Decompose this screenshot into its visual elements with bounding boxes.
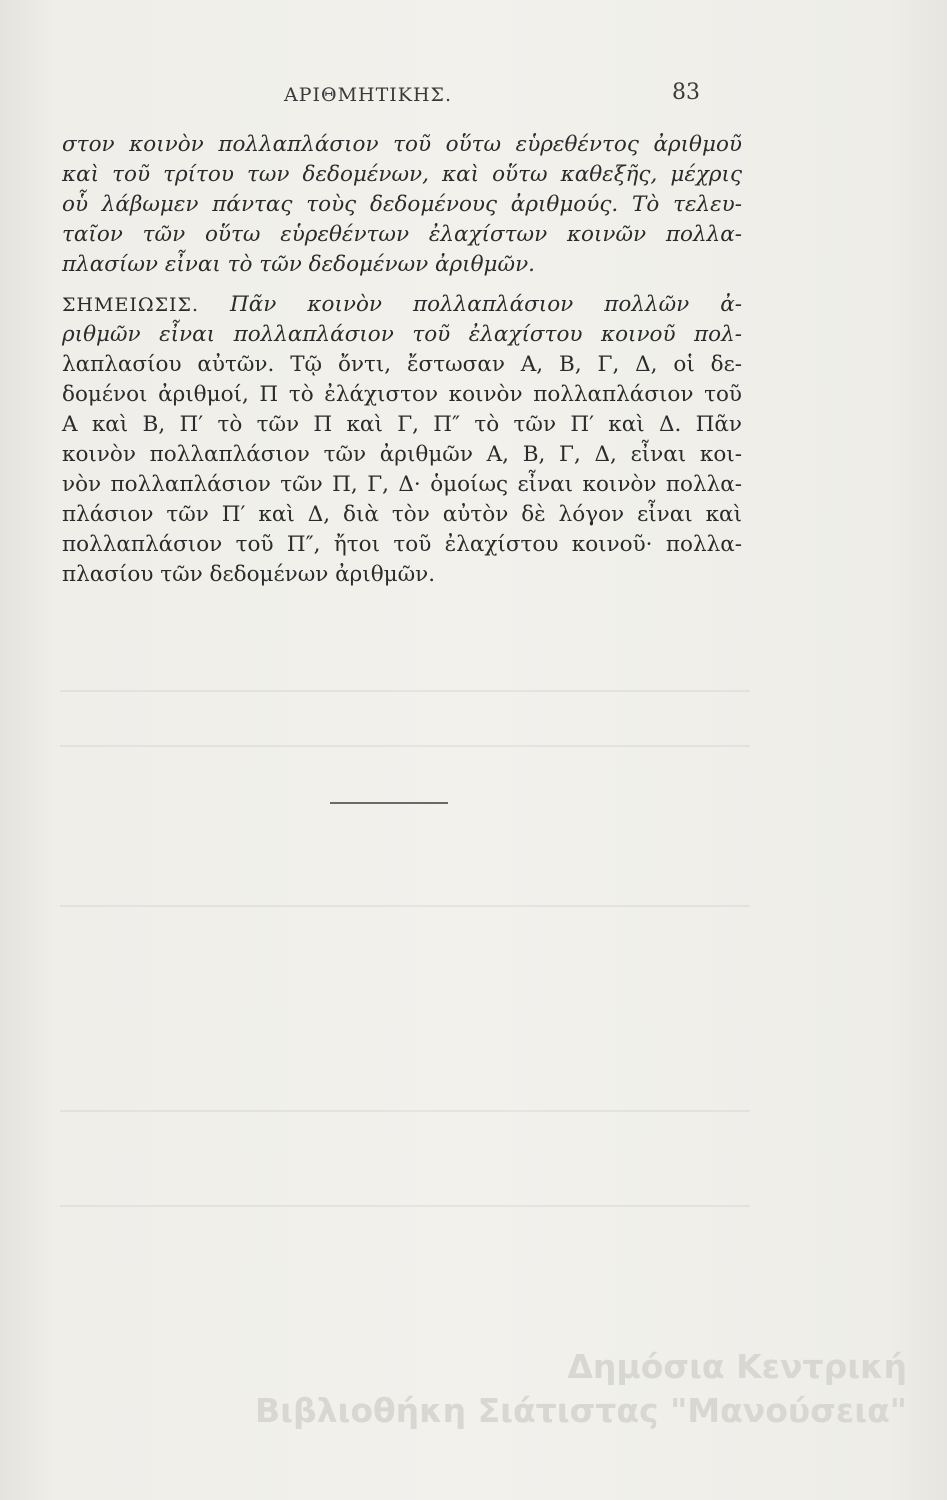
note-line: νὸν πολλαπλάσιον τῶν Π, Γ, Δ· ὁμοίως εἶναι κοινὸν πολλα- bbox=[62, 472, 742, 497]
library-watermark bbox=[255, 1345, 907, 1433]
text-line: στον κοινὸν πολλαπλάσιον τοῦ οὕτω εὑρεθέντος ἀριθμοῦ bbox=[62, 132, 742, 157]
note-first-line bbox=[62, 290, 742, 320]
running-title: ΑΡΙΘΜΗΤΙΚΗΣ. bbox=[284, 84, 453, 106]
note-first-text: Πᾶν κοινὸν πολλαπλάσιον πολλῶν ἀ- bbox=[230, 292, 742, 317]
note-line: κοινὸν πολλαπλάσιον τῶν ἀριθμῶν Α, Β, Γ, Δ, εἶναι κοι- bbox=[62, 442, 742, 467]
main-text bbox=[62, 130, 742, 590]
section-divider bbox=[330, 802, 448, 804]
watermark-line: Βιβλιοθήκη Σιάτιστας "Μανούσεια" bbox=[254, 1391, 907, 1430]
note-label: ΣΗΜΕΙΩΣΙΣ. bbox=[62, 294, 199, 316]
page-number: 83 bbox=[672, 80, 700, 105]
text-line: ταῖον τῶν οὕτω εὑρεθέντων ἐλαχίστων κοινῶν πολλα- bbox=[62, 222, 742, 247]
note-line: πλάσιον τῶν Π′ καὶ Δ, διὰ τὸν αὐτὸν δὲ λόγον εἶναι καὶ bbox=[62, 502, 742, 527]
text-line: καὶ τοῦ τρίτου των δεδομένων, καὶ οὕτω καθεξῆς, μέχρις bbox=[62, 162, 742, 187]
bleed-through-mark bbox=[60, 745, 750, 747]
bleed-through-mark bbox=[60, 1110, 750, 1112]
note-line: Α καὶ Β, Π′ τὸ τῶν Π καὶ Γ, Π″ τὸ τῶν Π′ καὶ Δ. Πᾶν bbox=[62, 412, 742, 437]
note-line: πλασίου τῶν δεδομένων ἀριθμῶν. bbox=[62, 562, 436, 587]
note-line: λαπλασίου αὐτῶν. Τῷ ὄντι, ἔστωσαν Α, Β, Γ, Δ, οἱ δε- bbox=[62, 352, 742, 377]
bleed-through-mark bbox=[60, 905, 750, 907]
watermark-line: Δημόσια Κεντρική bbox=[567, 1347, 907, 1386]
page-header bbox=[0, 80, 947, 116]
bleed-through-mark bbox=[60, 1205, 750, 1207]
note-line: ριθμῶν εἶναι πολλαπλάσιον τοῦ ἐλαχίστου κοινοῦ πολ- bbox=[62, 322, 742, 347]
note-line: δομένοι ἀριθμοί, Π τὸ ἐλάχιστον κοινὸν πολλαπλάσιον τοῦ bbox=[62, 382, 742, 407]
bleed-through-mark bbox=[60, 690, 750, 692]
text-line: οὗ λάβωμεν πάντας τοὺς δεδομένους ἀριθμούς. Τὸ τελευ- bbox=[62, 192, 742, 217]
note-line: πολλαπλάσιον τοῦ Π″, ἤτοι τοῦ ἐλαχίστου κοινοῦ· πολλα- bbox=[62, 532, 742, 557]
text-line: πλασίων εἶναι τὸ τῶν δεδομένων ἀριθμῶν. bbox=[62, 252, 535, 277]
